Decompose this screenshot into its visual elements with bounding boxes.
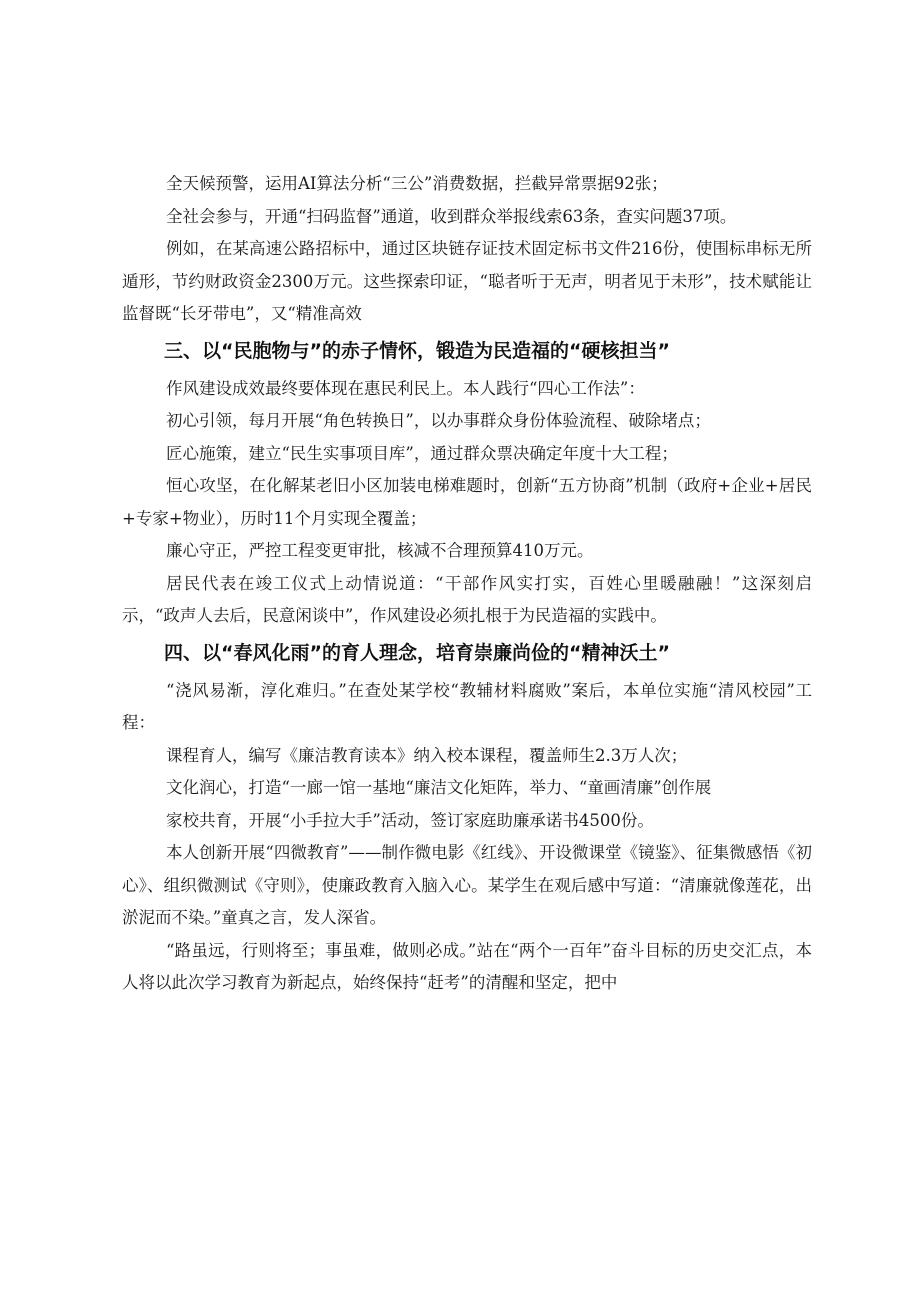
paragraph: 作风建设成效最终要体现在惠民利民上。本人践行“四心工作法”： <box>166 378 645 398</box>
paragraph: 全天候预警，运用AI算法分析“三公”消费数据，拦截异常票据92张； <box>166 174 668 193</box>
paragraph: 例如，在某高速公路招标中，通过区块链存证技术固定标书文件216份，使围标串标无所遁形，节约财政资金2300万元。这些探索印证，“聪者听于无声，明者见于未形”，技术赋能让监督既“长牙带电”，又“精准高效 <box>122 239 812 323</box>
section-heading-3: 三、以“民胞物与”的赤子情怀，锻造为民造福的“硬核担当” <box>164 339 670 362</box>
paragraph: “路虽远，行则将至；事虽难，做则必成。”站在“两个一百年”奋斗目标的历史交汇点，本人将以此次学习教育为新起点，始终保持“赶考”的清醒和坚定，把中 <box>122 940 812 992</box>
paragraph: 全社会参与，开通“扫码监督”通道，收到群众举报线索63条，查实问题37项。 <box>166 206 737 226</box>
section-heading-4: 四、以“春风化雨”的育人理念，培育崇廉尚俭的“精神沃土” <box>164 641 670 664</box>
paragraph: 本人创新开展“四微教育”——制作微电影《红线》、开设微课堂《镜鉴》、征集微感悟《初心》、组织微测试《守则》，使廉政教育入脑入心。某学生在观后感中写道：“清廉就像莲花，出淤泥而不染。”童真之言，发人深省。 <box>122 843 812 927</box>
document-body <box>122 168 812 1000</box>
paragraph: 恒心攻坚，在化解某老旧小区加装电梯难题时，创新“五方协商”机制（政府+企业+居民+专家+物业），历时11个月实现全覆盖； <box>122 476 812 528</box>
paragraph: 文化润心，打造“一廊一馆一基地“廉洁文化矩阵，举力、“童画清廉”创作展 <box>166 778 712 797</box>
paragraph: 家校共育，开展“小手拉大手”活动，签订家庭助廉承诺书4500份。 <box>166 810 654 830</box>
paragraph: “浇风易渐，淳化难归。”在查处某学校“教辅材料腐败”案后，本单位实施“清风校园”工程： <box>122 680 812 732</box>
paragraph: 廉心守正，严控工程变更审批，核减不合理预算410万元。 <box>166 541 594 560</box>
paragraph: 课程育人，编写《廉洁教育读本》纳入校本课程，覆盖师生2.3万人次； <box>166 745 688 765</box>
paragraph: 居民代表在竣工仪式上动情说道：“干部作风实打实，百姓心里暖融融！”这深刻启示，“政声人去后，民意闲谈中”，作风建设必须扎根于为民造福的实践中。 <box>122 573 812 625</box>
paragraph: 匠心施策，建立“民生实事项目库”，通过群众票决确定年度十大工程； <box>166 443 678 463</box>
paragraph: 初心引领，每月开展“角色转换日”，以办事群众身份体验流程、破除堵点； <box>166 411 711 430</box>
